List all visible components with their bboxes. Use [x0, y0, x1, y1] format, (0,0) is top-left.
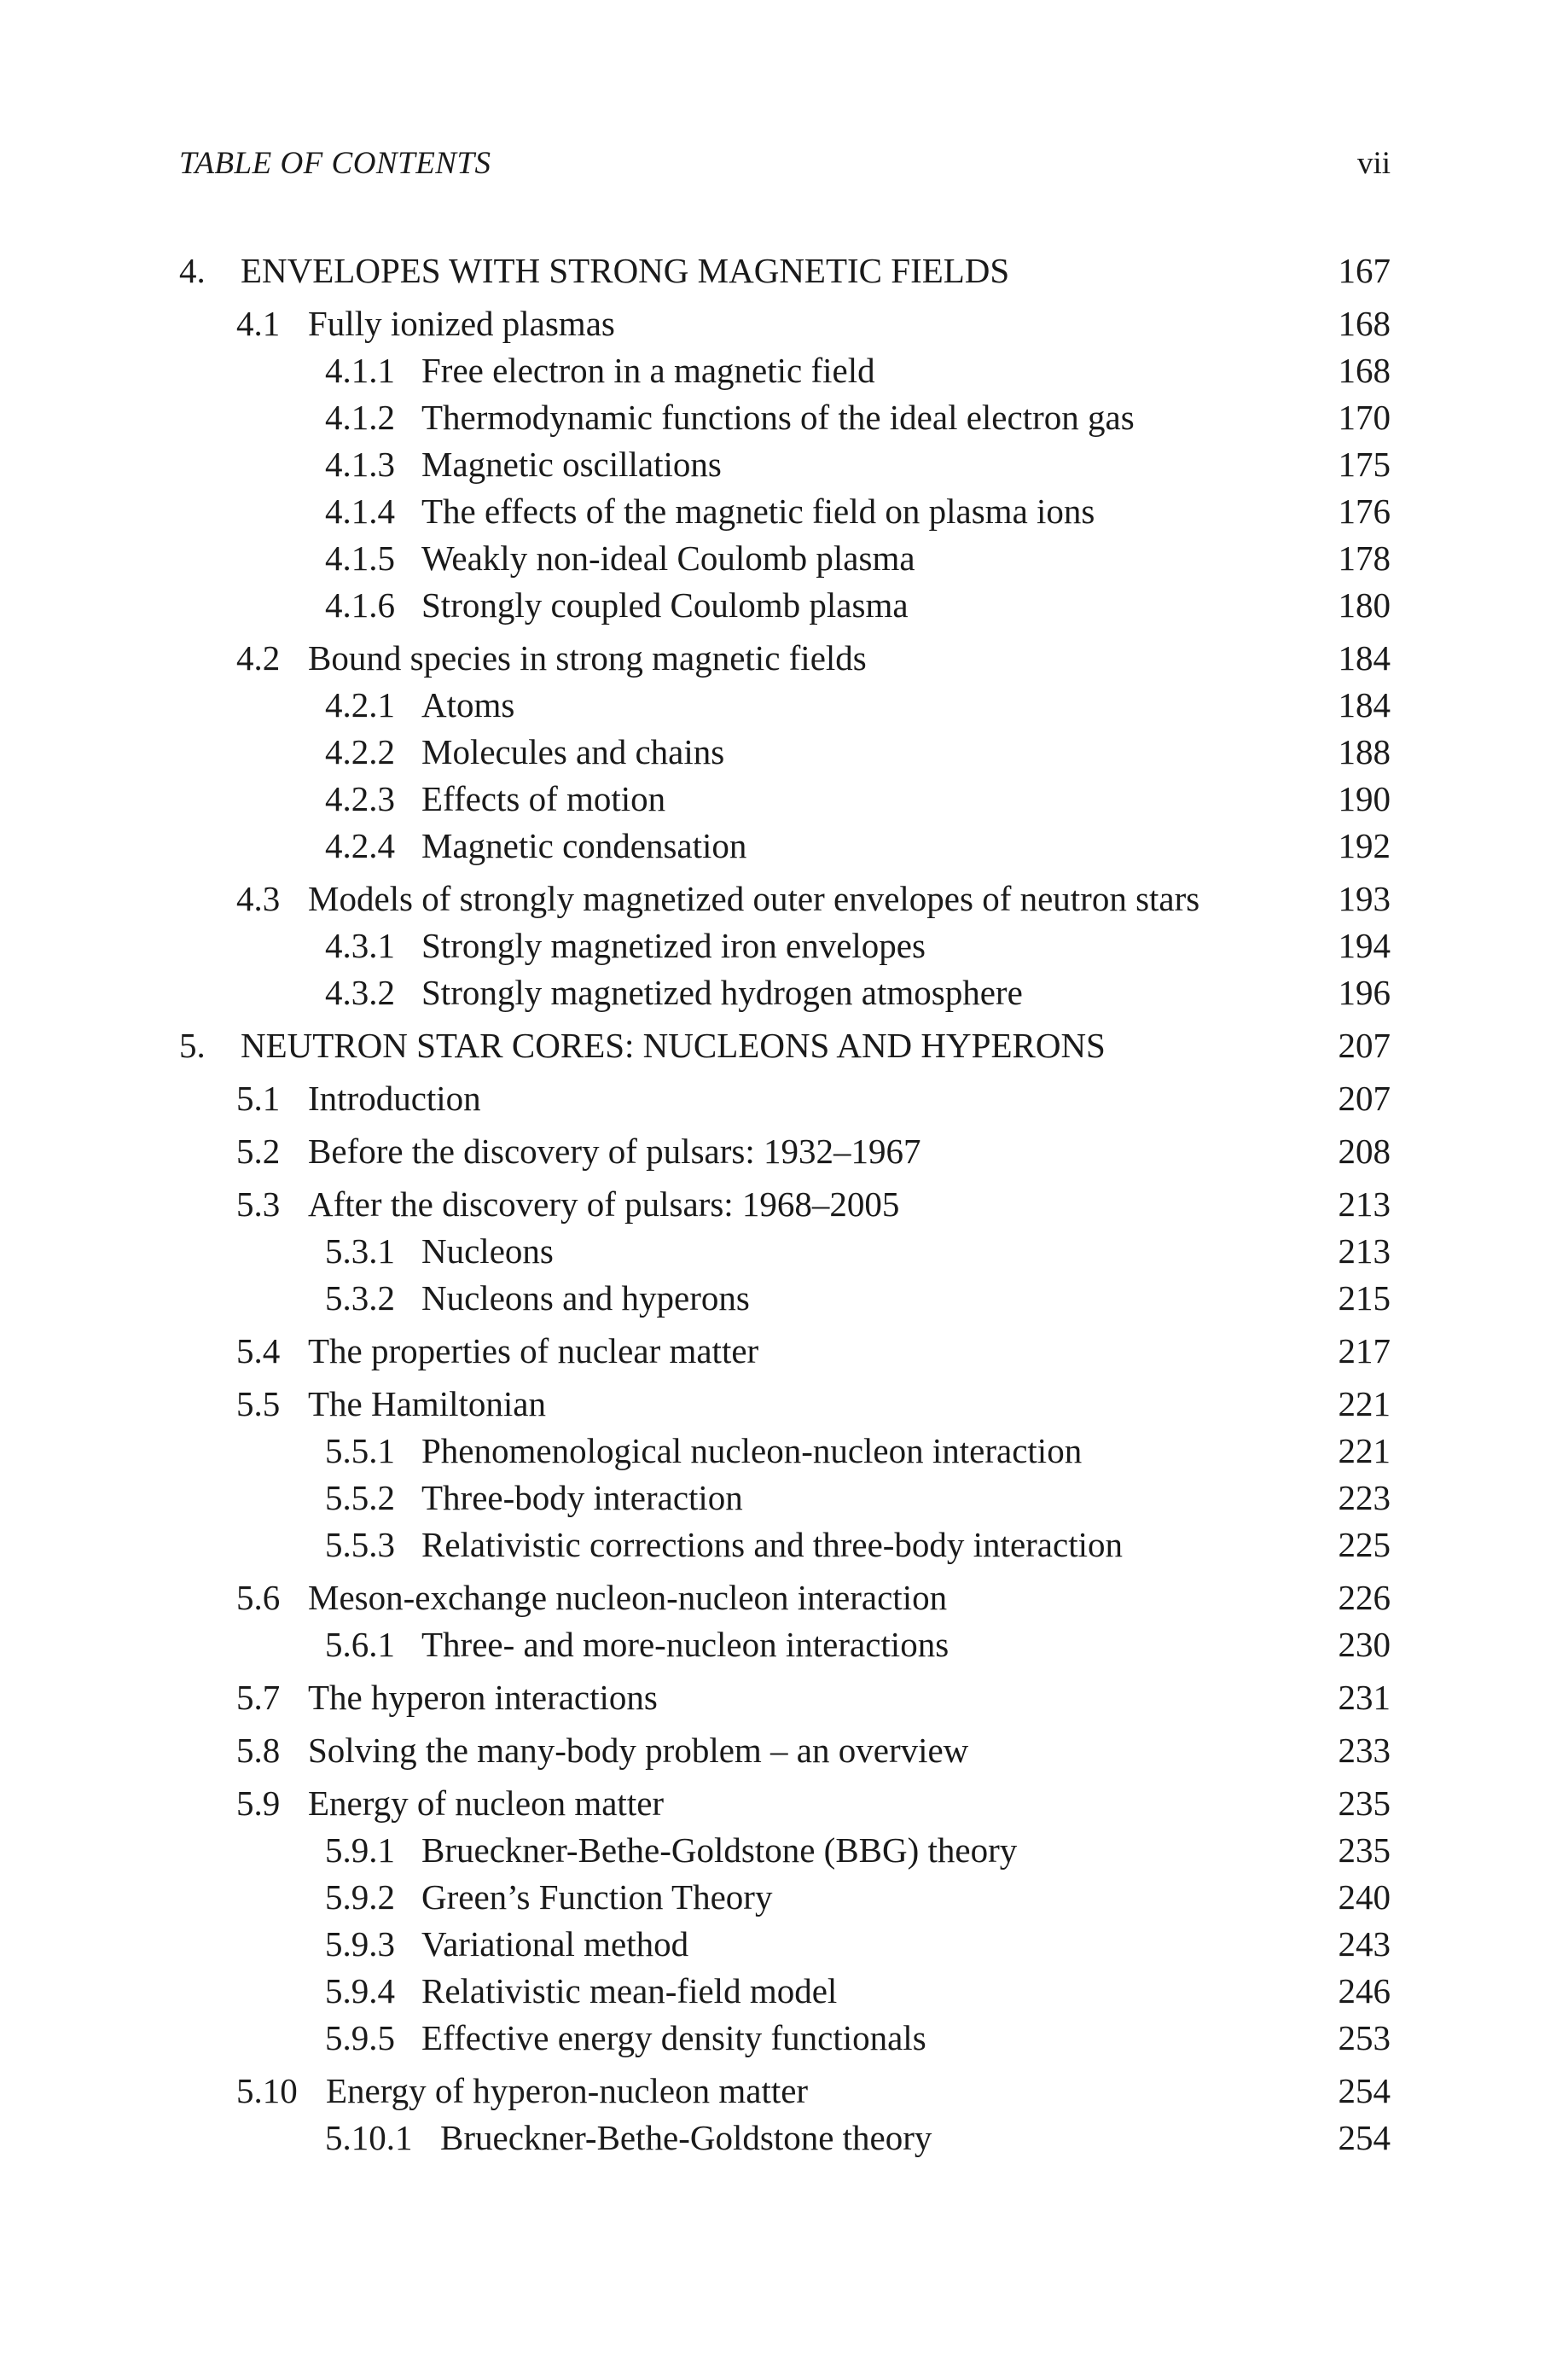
toc-entry-page: 230: [1338, 1625, 1391, 1664]
toc-entry-title: After the discovery of pulsars: 1968–2005: [308, 1184, 900, 1224]
toc-entry-number: 5.9.5: [325, 2018, 395, 2057]
toc-entry-number: 5.9.4: [325, 1971, 395, 2010]
toc-entry-section: [236, 1181, 1391, 1227]
toc-entry-number: 4.1.1: [325, 351, 395, 390]
toc-entry-subsection: [325, 1428, 1391, 1474]
toc-entry-page: 188: [1338, 732, 1391, 771]
toc-entry-section: [236, 1780, 1391, 1826]
toc-entry-number: 4.3.1: [325, 926, 395, 965]
toc-entry-page: 226: [1338, 1578, 1391, 1617]
toc-entry-title: Atoms: [421, 685, 515, 724]
toc-entry-title: Strongly magnetized hydrogen atmosphere: [421, 973, 1023, 1012]
toc-entry-subsection: [325, 347, 1391, 393]
toc-entry-page: 184: [1338, 685, 1391, 724]
toc-entry-subsection: [325, 2015, 1391, 2061]
toc-entry-page: 176: [1338, 492, 1391, 531]
toc-entry-subsection: [325, 488, 1391, 534]
toc-entry-chapter: [179, 247, 1391, 294]
toc-entry-page: 168: [1338, 351, 1391, 390]
toc-entry-title: Energy of nucleon matter: [308, 1783, 665, 1823]
toc-entry-subsection: [325, 394, 1391, 440]
toc-entry-subsection: [325, 1827, 1391, 1873]
toc-entry-page: 167: [1338, 251, 1391, 290]
toc-entry-number: 5.5.2: [325, 1478, 395, 1517]
toc-entry-number: 5.5: [236, 1384, 281, 1423]
toc-entry-title: ENVELOPES WITH STRONG MAGNETIC FIELDS: [241, 251, 1010, 290]
toc-entry-subsection: [325, 1275, 1391, 1321]
toc-entry-page: 175: [1338, 445, 1391, 484]
toc-entry-subsection: [325, 922, 1391, 969]
toc-entry-title: Solving the many-body problem – an overview: [308, 1731, 969, 1770]
page-number: vii: [1356, 146, 1391, 181]
toc-entry-page: 246: [1338, 1971, 1391, 2010]
toc-entry-page: 208: [1338, 1132, 1391, 1171]
toc-entry-subsection: [325, 582, 1391, 628]
toc-entry-subsection: [325, 823, 1391, 869]
toc-entry-subsection: [325, 1874, 1391, 1920]
toc-entry-page: 194: [1338, 926, 1391, 965]
toc-entry-page: 243: [1338, 1924, 1391, 1964]
toc-entry-title: Introduction: [308, 1079, 481, 1118]
toc-entry-subsection: [325, 1228, 1391, 1274]
toc-entry-section: [236, 876, 1391, 922]
toc-entry-number: 5.2: [236, 1132, 281, 1171]
toc-entry-section: [236, 2068, 1391, 2114]
toc-entry-number: 5.5.1: [325, 1431, 395, 1470]
toc-entry-title: The Hamiltonian: [308, 1384, 546, 1423]
toc-entry-section: [236, 1128, 1391, 1174]
toc-entry-number: 5.4: [236, 1331, 281, 1370]
toc-entry-title: Nucleons and hyperons: [421, 1278, 750, 1318]
toc-entry-title: Meson-exchange nucleon-nucleon interaction: [308, 1578, 948, 1617]
toc-entry-subsection: [325, 2115, 1391, 2161]
toc-entry-page: 221: [1338, 1384, 1391, 1423]
toc-entry-title: Molecules and chains: [421, 732, 725, 771]
toc-entry-number: 5.8: [236, 1731, 281, 1770]
toc-entry-title: Free electron in a magnetic field: [421, 351, 875, 390]
toc-entry-number: 5.5.3: [325, 1525, 395, 1564]
toc-entry-title: Variational method: [421, 1924, 689, 1964]
toc-entry-number: 5.7: [236, 1678, 281, 1717]
toc-entry-page: 193: [1338, 879, 1391, 918]
toc-entry-title: Strongly magnetized iron envelopes: [421, 926, 926, 965]
toc-entry-title: Models of strongly magnetized outer envelopes of neutron stars: [308, 879, 1200, 918]
toc-entry-title: Relativistic mean-field model: [421, 1971, 838, 2010]
toc-entry-section: [236, 300, 1391, 346]
toc-entry-page: 254: [1338, 2118, 1391, 2157]
toc-entry-number: 4.3: [236, 879, 281, 918]
toc-entry-page: 192: [1338, 826, 1391, 865]
toc-entry-number: 4.2.3: [325, 779, 395, 818]
toc-entry-subsection: [325, 969, 1391, 1015]
toc-entry-page: 196: [1338, 973, 1391, 1012]
toc-entry-title: Energy of hyperon-nucleon matter: [326, 2071, 809, 2110]
toc-entry-page: 240: [1338, 1877, 1391, 1917]
toc-entry-section: [236, 1075, 1391, 1121]
toc-entry-page: 207: [1338, 1026, 1391, 1065]
toc-entry-number: 4.2.2: [325, 732, 395, 771]
toc-entry-title: The effects of the magnetic field on plasma ions: [421, 492, 1095, 531]
toc-entry-title: Thermodynamic functions of the ideal electron gas: [421, 398, 1135, 437]
toc-entry-page: 253: [1338, 2018, 1391, 2057]
toc-entry-page: 170: [1338, 398, 1391, 437]
toc-entry-page: 184: [1338, 638, 1391, 678]
toc-entry-page: 254: [1338, 2071, 1391, 2110]
toc-entry-subsection: [325, 535, 1391, 581]
toc-entry-number: 5.1: [236, 1079, 281, 1118]
toc-entry-section: [236, 1574, 1391, 1620]
toc-entry-title: Green’s Function Theory: [421, 1877, 773, 1917]
toc-entry-subsection: [325, 1521, 1391, 1568]
toc-entry-number: 5.9: [236, 1783, 281, 1823]
toc-entry-page: 231: [1338, 1678, 1391, 1717]
toc-entry-subsection: [325, 441, 1391, 487]
toc-entry-number: 4.2.4: [325, 826, 395, 865]
toc-entry-number: 5.10: [236, 2071, 298, 2110]
toc-entry-title: Brueckner-Bethe-Goldstone (BBG) theory: [421, 1830, 1018, 1870]
toc-entry-title: Before the discovery of pulsars: 1932–1967: [308, 1132, 921, 1171]
toc-entry-subsection: [325, 776, 1391, 822]
toc-entry-number: 5.3.2: [325, 1278, 395, 1318]
running-title: TABLE OF CONTENTS: [179, 146, 491, 181]
toc-entry-number: 4.3.2: [325, 973, 395, 1012]
toc-entry-number: 4.2: [236, 638, 281, 678]
toc-entry-title: Phenomenological nucleon-nucleon interaction: [421, 1431, 1083, 1470]
toc-entry-number: 5.10.1: [325, 2118, 413, 2157]
toc-entry-title: Nucleons: [421, 1231, 554, 1271]
toc-entry-number: 4.2.1: [325, 685, 395, 724]
toc-entry-section: [236, 1381, 1391, 1427]
toc-entry-page: 168: [1338, 304, 1391, 343]
toc-entry-chapter: [179, 1022, 1391, 1068]
toc-entry-subsection: [325, 1621, 1391, 1667]
toc-entry-number: 5.3: [236, 1184, 281, 1224]
toc-entry-page: 233: [1338, 1731, 1391, 1770]
toc-entry-subsection: [325, 1921, 1391, 1967]
toc-entry-number: 4.1.6: [325, 585, 395, 625]
toc-entry-title: Three- and more-nucleon interactions: [421, 1625, 950, 1664]
toc-entry-title: Relativistic corrections and three-body interaction: [421, 1525, 1123, 1564]
toc-entry-section: [236, 1727, 1391, 1773]
running-header: [179, 145, 1391, 188]
toc-entry-title: Fully ionized plasmas: [308, 304, 615, 343]
toc-entry-number: 4.: [179, 251, 206, 290]
toc-entry-page: 223: [1338, 1478, 1391, 1517]
toc-entry-subsection: [325, 729, 1391, 775]
toc-entry-number: 4.1.3: [325, 445, 395, 484]
toc-entry-number: 5.: [179, 1026, 206, 1065]
toc-entry-title: Brueckner-Bethe-Goldstone theory: [440, 2118, 932, 2157]
toc-entry-section: [236, 1674, 1391, 1720]
toc-entry-page: 221: [1338, 1431, 1391, 1470]
toc-entry-number: 5.6.1: [325, 1625, 395, 1664]
toc-entry-page: 190: [1338, 779, 1391, 818]
toc-entry-subsection: [325, 1475, 1391, 1521]
toc-entry-title: Effects of motion: [421, 779, 666, 818]
toc-entry-page: 178: [1338, 538, 1391, 578]
toc-entry-number: 4.1.5: [325, 538, 395, 578]
toc-entry-subsection: [325, 682, 1391, 728]
toc-entry-page: 213: [1338, 1184, 1391, 1224]
toc-entry-page: 235: [1338, 1830, 1391, 1870]
toc-entry-page: 235: [1338, 1783, 1391, 1823]
toc-entry-page: 225: [1338, 1525, 1391, 1564]
toc-entry-title: Strongly coupled Coulomb plasma: [421, 585, 909, 625]
toc-entry-number: 5.3.1: [325, 1231, 395, 1271]
toc-entry-number: 5.9.2: [325, 1877, 395, 1917]
toc-entry-page: 215: [1338, 1278, 1391, 1318]
toc-entry-number: 4.1.4: [325, 492, 395, 531]
toc-entry-title: Weakly non-ideal Coulomb plasma: [421, 538, 915, 578]
toc-entry-number: 5.6: [236, 1578, 281, 1617]
toc-entry-section: [236, 635, 1391, 681]
toc-entry-page: 180: [1338, 585, 1391, 625]
toc-entry-number: 5.9.3: [325, 1924, 395, 1964]
toc-entry-title: NEUTRON STAR CORES: NUCLEONS AND HYPERONS: [241, 1026, 1106, 1065]
toc-entry-title: Effective energy density functionals: [421, 2018, 926, 2057]
toc-entry-page: 207: [1338, 1079, 1391, 1118]
toc-entry-title: The properties of nuclear matter: [308, 1331, 759, 1370]
toc-entry-page: 213: [1338, 1231, 1391, 1271]
toc-entry-title: Three-body interaction: [421, 1478, 743, 1517]
toc-entry-page: 217: [1338, 1331, 1391, 1370]
toc-entry-section: [236, 1328, 1391, 1374]
toc-entry-title: Magnetic condensation: [421, 826, 747, 865]
toc-entry-title: The hyperon interactions: [308, 1678, 658, 1717]
toc-entry-number: 4.1.2: [325, 398, 395, 437]
toc-entry-number: 4.1: [236, 304, 281, 343]
toc-entry-title: Magnetic oscillations: [421, 445, 722, 484]
toc-entry-title: Bound species in strong magnetic fields: [308, 638, 867, 678]
toc-entry-number: 5.9.1: [325, 1830, 395, 1870]
toc-entry-subsection: [325, 1968, 1391, 2014]
